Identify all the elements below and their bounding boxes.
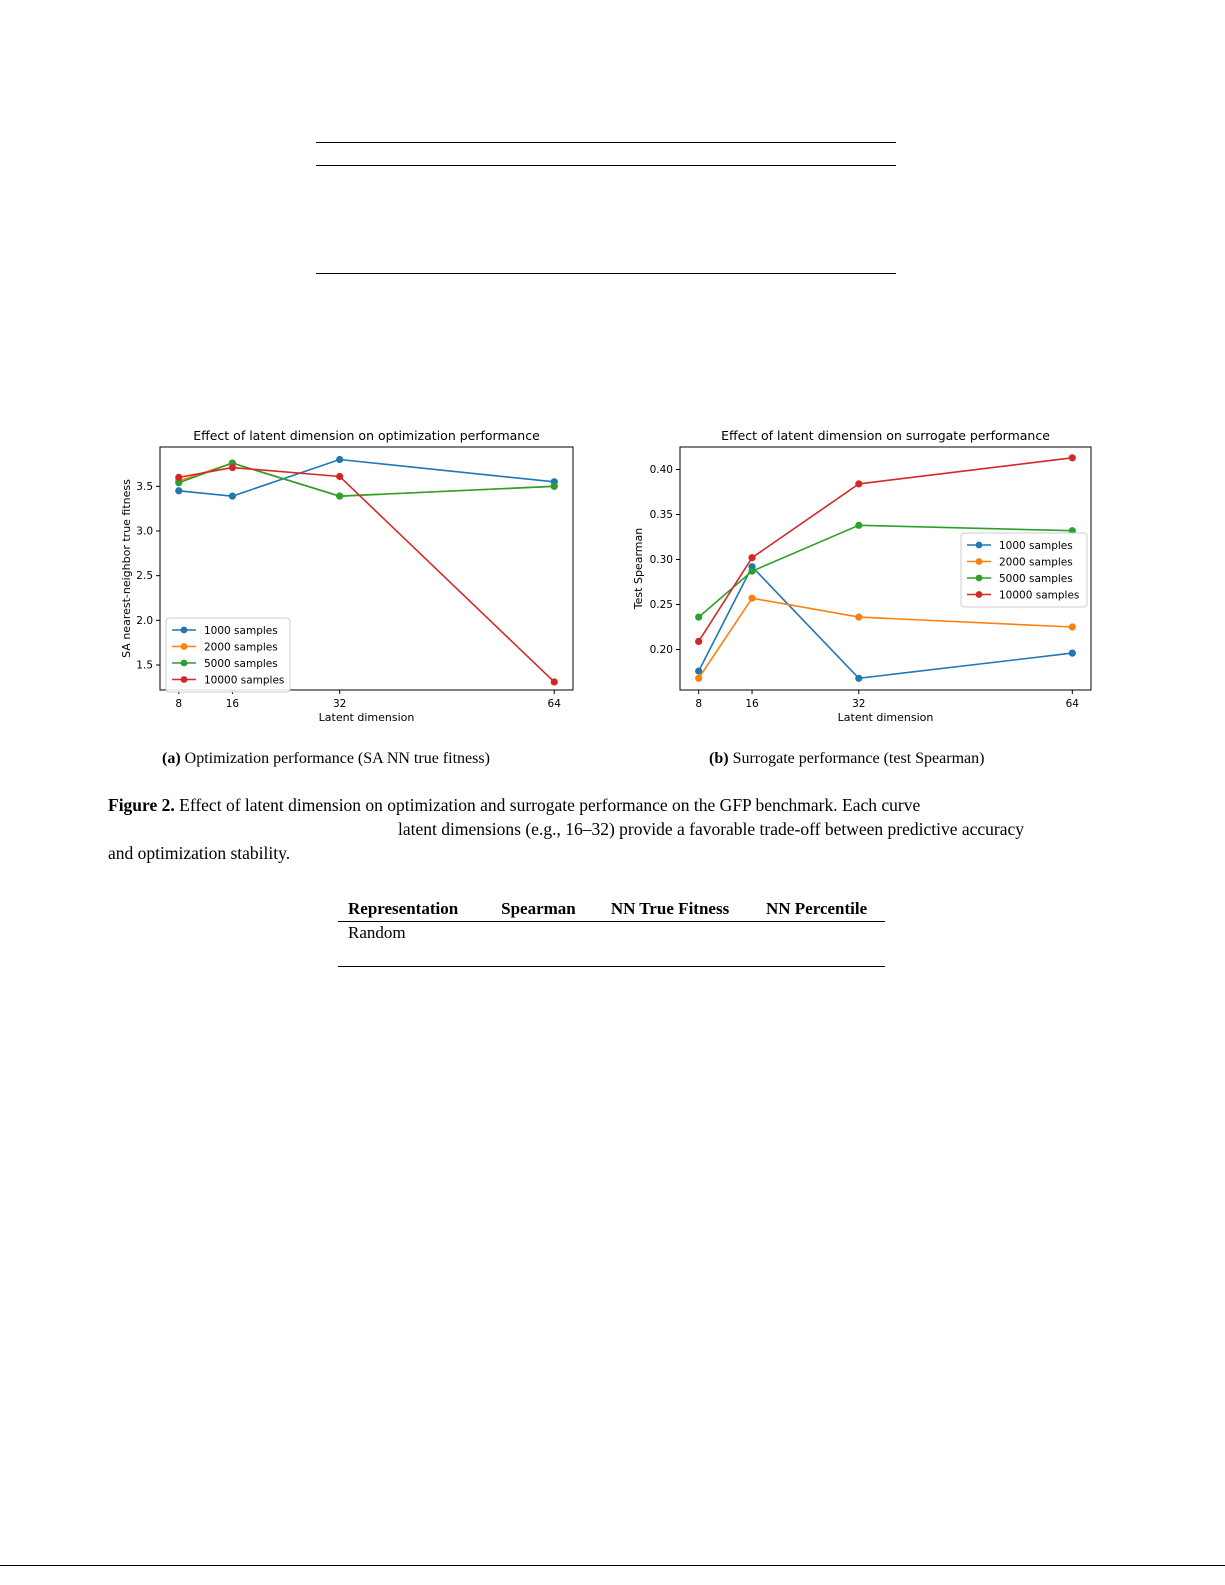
legend-label: 5000 samples (999, 573, 1073, 585)
legend-marker (181, 643, 188, 650)
figure-caption (108, 793, 1118, 865)
caption-line-1: Effect of latent dimension on optimization and surrogate performance on the GFP benchmark. Each curve (179, 795, 921, 815)
surrogate-chart (630, 420, 1110, 730)
legend-label: 1000 samples (999, 540, 1073, 552)
data-point (1069, 623, 1076, 630)
legend-label: 2000 samples (204, 641, 278, 654)
y-tick-label: 3.5 (136, 480, 153, 493)
x-tick-label: 32 (332, 698, 347, 710)
data-point (855, 675, 862, 682)
top-table-rule-2 (316, 165, 896, 166)
y-tick-label: 2.0 (136, 614, 153, 627)
subcaption-b-label: (b) (709, 750, 729, 767)
y-tick-label: 1.5 (136, 659, 153, 672)
y-tick-label: 0.30 (649, 554, 673, 566)
data-point (175, 487, 182, 494)
y-tick-label: 0.20 (649, 644, 673, 656)
legend-label: 2000 samples (999, 556, 1073, 569)
data-point (1069, 454, 1076, 461)
data-point (1069, 650, 1076, 657)
data-point (748, 568, 755, 575)
x-axis-label: Latent dimension (837, 711, 934, 724)
data-point (748, 595, 755, 602)
subcaption-b (709, 750, 984, 768)
legend-marker (181, 660, 188, 667)
subcaption-a-label: (a) (162, 750, 181, 767)
top-table-rule-1 (316, 142, 896, 143)
header-nn-percentile: NN Percentile (748, 898, 885, 922)
representation-table (338, 898, 885, 967)
optimization-chart (110, 420, 590, 730)
legend-marker (976, 542, 983, 549)
y-axis-label: SA nearest-neighbor true fitness (120, 479, 133, 658)
data-point (551, 483, 558, 490)
data-point (695, 614, 702, 621)
figure-label: Figure 2. (108, 795, 175, 815)
y-axis-label: Test Spearman (632, 527, 645, 610)
subcaption-a-text: Optimization performance (SA NN true fitness) (184, 750, 490, 767)
header-nn-true-fitness: NN True Fitness (592, 898, 748, 922)
x-tick-label: 64 (1065, 698, 1080, 710)
legend-marker (976, 591, 983, 598)
table-cell (338, 944, 485, 967)
legend-marker (976, 558, 983, 565)
series-line (699, 598, 1073, 678)
x-tick-label: 8 (175, 698, 183, 710)
table-cell (748, 922, 885, 945)
y-tick-label: 0.40 (649, 464, 673, 476)
data-point (855, 522, 862, 529)
table-cell (592, 922, 748, 945)
legend-label: 5000 samples (204, 658, 278, 670)
footer-rule (0, 1565, 1225, 1566)
table-cell (485, 922, 592, 945)
data-point (695, 675, 702, 682)
x-tick-label: 16 (225, 698, 240, 710)
chart-title: Effect of latent dimension on optimization performance (193, 428, 540, 443)
chart-title: Effect of latent dimension on surrogate performance (721, 428, 1050, 443)
y-tick-label: 3.0 (136, 525, 153, 538)
y-tick-label: 0.25 (649, 599, 673, 611)
legend-marker (181, 627, 188, 634)
legend-label: 10000 samples (999, 589, 1080, 602)
y-tick-label: 0.35 (649, 509, 673, 521)
table-header-row (338, 898, 885, 922)
legend-label: 1000 samples (204, 625, 278, 637)
data-point (336, 456, 343, 463)
legend-marker (181, 676, 188, 683)
header-representation: Representation (338, 898, 485, 922)
table-row (338, 944, 885, 967)
table-row (338, 922, 885, 945)
table-cell (592, 944, 748, 967)
top-table-rule-3 (316, 273, 896, 274)
subcaption-a (162, 750, 490, 768)
legend-marker (976, 575, 983, 582)
table-cell (748, 944, 885, 967)
table-cell: Random (348, 923, 406, 942)
data-point (229, 493, 236, 500)
data-point (748, 554, 755, 561)
x-tick-label: 64 (547, 698, 561, 710)
caption-line-2: latent dimensions (e.g., 16–32) provide a favorable trade-off between predictive accuracy (398, 819, 1025, 839)
data-point (855, 480, 862, 487)
legend-label: 10000 samples (204, 674, 285, 687)
caption-line-3: and optimization stability. (108, 843, 291, 863)
data-point (175, 474, 182, 481)
data-point (336, 473, 343, 480)
data-point (336, 493, 343, 500)
data-point (551, 678, 558, 685)
x-axis-label: Latent dimension (318, 711, 415, 724)
header-spearman: Spearman (485, 898, 592, 922)
subcaption-b-text: Surrogate performance (test Spearman) (732, 750, 985, 767)
data-point (229, 464, 236, 471)
x-tick-label: 8 (695, 698, 703, 710)
x-tick-label: 32 (852, 698, 866, 710)
y-tick-label: 2.5 (136, 570, 153, 583)
table-cell (485, 944, 592, 967)
x-tick-label: 16 (745, 698, 759, 710)
data-point (855, 614, 862, 621)
data-point (695, 638, 702, 645)
